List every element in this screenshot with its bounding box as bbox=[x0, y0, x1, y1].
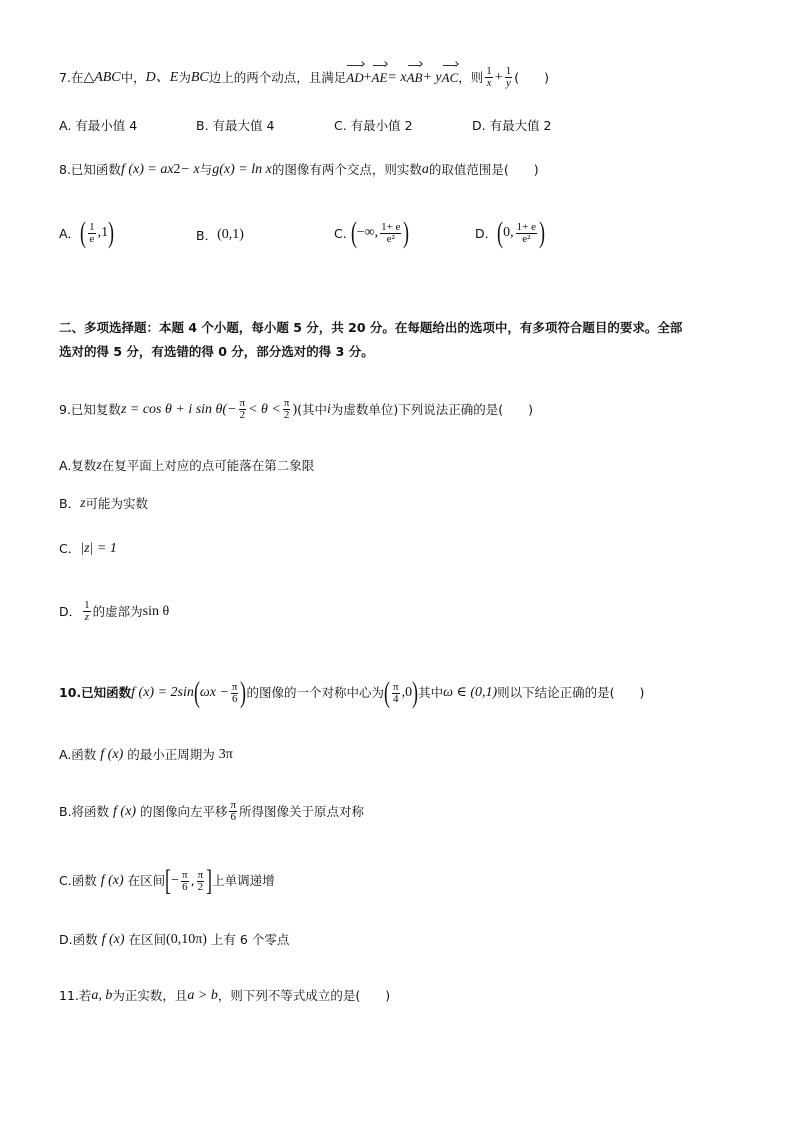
frac-num: π bbox=[231, 680, 238, 693]
option-text: 在复平面上对应的点可能落在第二象限 bbox=[101, 458, 315, 473]
option-label: A． bbox=[59, 226, 81, 241]
q10-text: 其中 bbox=[418, 685, 444, 700]
bracket: [ bbox=[165, 864, 172, 897]
q10-option-b bbox=[59, 800, 364, 823]
q11-text: 为正实数，且 bbox=[112, 988, 188, 1003]
frac bbox=[229, 800, 237, 823]
q7-option-b: B. 有最大值 4 bbox=[196, 118, 275, 133]
sin-expr: sin θ bbox=[142, 603, 170, 619]
question-9-stem bbox=[59, 398, 533, 421]
q7-option-d: D. 有最大值 2 bbox=[472, 118, 552, 133]
question-7-stem bbox=[59, 66, 549, 89]
frac-num: π bbox=[230, 799, 237, 811]
frac-num: π bbox=[393, 680, 399, 693]
paren: ( bbox=[497, 216, 504, 249]
frac-den: y bbox=[505, 77, 511, 89]
q9-text: 为虚数单位)下列说法正确的是( ) bbox=[330, 401, 534, 417]
q11-vars: a, b bbox=[91, 988, 113, 1003]
center-y: ,0 bbox=[401, 685, 413, 700]
q7-text: 7.在 bbox=[59, 69, 84, 85]
q7-option-c: C. 有最小值 2 bbox=[334, 118, 413, 133]
q11-ineq: a > b bbox=[187, 988, 218, 1003]
func-f: f (x) bbox=[113, 803, 136, 819]
option-text: 的虚部为 bbox=[92, 603, 143, 619]
frac bbox=[197, 870, 205, 893]
option-text: 在区间 bbox=[127, 873, 166, 888]
q7-triangle: △ABC bbox=[83, 69, 121, 85]
option-text: A.复数 bbox=[59, 458, 97, 473]
q8-func-f: f (x) = ax bbox=[120, 162, 174, 177]
q7-points: D、E bbox=[145, 69, 179, 85]
option-label: C. bbox=[334, 225, 347, 241]
option-text: 上有 6 个零点 bbox=[210, 932, 290, 947]
paren: ) bbox=[240, 676, 247, 709]
frac bbox=[283, 398, 291, 421]
interval: (0,10π) bbox=[166, 932, 207, 947]
option-text: 所得图像关于原点对称 bbox=[239, 803, 365, 819]
option-text: B.将函数 bbox=[59, 803, 110, 819]
q9-text: 9.已知复数 bbox=[59, 401, 121, 417]
q9-option-b bbox=[59, 494, 148, 514]
option-text: C． bbox=[59, 541, 81, 556]
frac-num: 1 bbox=[84, 599, 90, 611]
frac-num: 1+ e bbox=[381, 220, 401, 233]
frac-num: π bbox=[182, 868, 188, 881]
q7-op: + y bbox=[422, 69, 442, 85]
frac-den: e bbox=[89, 232, 95, 245]
paren: ( bbox=[384, 676, 390, 709]
frac bbox=[380, 222, 401, 245]
q8-text: 的图像有两个交点，则实数 bbox=[271, 162, 422, 177]
q7-op: + bbox=[363, 69, 372, 85]
var-z: z bbox=[96, 458, 102, 473]
q9-option-a bbox=[59, 456, 314, 476]
frac-num: π bbox=[239, 397, 246, 409]
q8-func-g: g(x) = ln x bbox=[212, 162, 272, 177]
q7-op: + bbox=[494, 69, 503, 85]
frac-num: π bbox=[283, 397, 290, 409]
q8-option-d bbox=[475, 218, 545, 248]
option-label: D． bbox=[475, 226, 498, 241]
frac bbox=[83, 600, 91, 623]
interval-start: 0, bbox=[503, 225, 514, 240]
q10-text: 的图像的一个对称中心为 bbox=[246, 685, 384, 700]
func-f: f (x) bbox=[101, 932, 125, 947]
paren: ) bbox=[538, 216, 545, 249]
section-2-heading-line-2: 选对的得 5 分，有选错的得 0 分，部分选对的得 3 分。 bbox=[59, 344, 374, 359]
paren: ) bbox=[292, 401, 298, 417]
q8-text: 的取值范围是( ) bbox=[428, 162, 539, 177]
frac-den: e² bbox=[522, 232, 531, 245]
frac-den: 2 bbox=[283, 409, 290, 421]
question-10-stem bbox=[59, 678, 644, 708]
q10-text: 10.已知函数 bbox=[59, 685, 132, 700]
func-f: f (x) bbox=[100, 873, 124, 888]
q8-option-b bbox=[196, 226, 244, 244]
q8-text: 8.已知函数 bbox=[59, 162, 121, 177]
q9-option-d bbox=[59, 600, 169, 623]
q8-func-f-tail: − x bbox=[180, 162, 200, 177]
interval-start: −∞, bbox=[356, 225, 379, 240]
option-text: C.函数 bbox=[59, 873, 97, 888]
q9-ineq: < θ < bbox=[248, 401, 281, 417]
section-2-heading-line-1: 二、多项选择题：本题 4 个小题，每小题 5 分，共 20 分。在每题给出的选项中，有多项符合题目的要求。全部 bbox=[59, 320, 683, 335]
frac-num: 1 bbox=[89, 220, 95, 233]
q10-option-c: C.函数 f (x) 在区间 [ − $\frac{\pi}{6}$ , $\frac{\pi}{2}$ ] 上单调递增 bbox=[59, 864, 275, 897]
paren: ) bbox=[108, 216, 115, 249]
frac bbox=[392, 682, 400, 705]
option-text: D.函数 bbox=[59, 932, 98, 947]
paren: ( bbox=[80, 216, 87, 249]
frac-den: z bbox=[84, 611, 90, 623]
frac-num: 1 bbox=[486, 65, 492, 77]
q8-exp: 2 bbox=[173, 162, 181, 177]
vector-ab: AB bbox=[407, 68, 423, 88]
option-text: 的图像向左平移 bbox=[139, 803, 228, 819]
frac bbox=[239, 398, 247, 421]
option-text: 在区间 bbox=[128, 932, 167, 947]
q7-segment: BC bbox=[190, 69, 209, 85]
vector-ae: AE bbox=[372, 68, 388, 88]
frac-den: 6 bbox=[231, 692, 238, 705]
q10-func: f (x) = 2sin bbox=[131, 685, 194, 700]
period-value: 3π bbox=[218, 747, 233, 762]
vector-ad: AD bbox=[346, 68, 363, 88]
frac-num: 1 bbox=[505, 65, 512, 77]
question-8-stem bbox=[59, 160, 539, 180]
option-text: D． bbox=[59, 603, 82, 619]
q8-option-a bbox=[59, 218, 114, 248]
q10-option-a bbox=[59, 745, 233, 765]
var-z: z bbox=[80, 496, 86, 511]
option-text: B． bbox=[59, 496, 81, 511]
q7-option-a: A. 有最小值 4 bbox=[59, 118, 138, 133]
q8-text: 与 bbox=[199, 162, 213, 177]
q10-option-d bbox=[59, 930, 289, 950]
option-text: 的最小正周期为 bbox=[127, 747, 215, 762]
frac-den: x bbox=[486, 77, 492, 89]
q9-imag-unit: i bbox=[327, 401, 331, 417]
frac-num: π bbox=[197, 868, 204, 881]
q11-text: 11.若 bbox=[59, 988, 92, 1003]
option-text: 可能为实数 bbox=[85, 496, 149, 511]
q10-text: 则以下结论正确的是( ) bbox=[497, 685, 645, 700]
q7-frac-y bbox=[505, 66, 513, 89]
frac-den: 6 bbox=[230, 811, 237, 823]
interval: (0,1) bbox=[217, 227, 244, 242]
q7-bracket: ( ) bbox=[514, 69, 549, 85]
q11-text: ，则下列不等式成立的是( ) bbox=[217, 988, 391, 1003]
q7-text: 中， bbox=[120, 69, 146, 85]
frac-num: 1+ e bbox=[516, 220, 536, 233]
frac-den: 6 bbox=[182, 880, 188, 893]
q9-option-c bbox=[59, 539, 117, 559]
paren: ) bbox=[412, 676, 419, 709]
paren: ( bbox=[193, 676, 200, 709]
bracket: ] bbox=[206, 864, 213, 897]
frac bbox=[231, 682, 239, 705]
frac-den: 2 bbox=[197, 880, 204, 893]
frac-den: 2 bbox=[239, 409, 246, 421]
paren: ) bbox=[403, 216, 410, 249]
interval-end: ,1 bbox=[97, 225, 109, 240]
q7-frac-x bbox=[485, 66, 493, 89]
frac-den: e² bbox=[386, 232, 395, 245]
frac-den: 4 bbox=[393, 692, 399, 705]
func-f: f (x) bbox=[100, 747, 124, 762]
minus: − bbox=[171, 873, 180, 888]
q8-var-a: a bbox=[421, 162, 429, 177]
question-11-stem bbox=[59, 986, 390, 1006]
q7-text: ，则 bbox=[458, 69, 484, 85]
q7-text: 为 bbox=[178, 69, 191, 85]
q7-text: 边上的两个动点，且满足 bbox=[208, 69, 347, 85]
q10-omega: ω ∈ (0,1) bbox=[443, 685, 498, 700]
modulus-expr: |z| = 1 bbox=[80, 541, 117, 556]
frac bbox=[516, 222, 537, 245]
q9-expr: z = cos θ + i sin θ(− bbox=[120, 401, 237, 417]
paren: ( bbox=[350, 216, 357, 249]
option-text: A.函数 bbox=[59, 747, 97, 762]
q10-arg: ωx − bbox=[199, 685, 229, 700]
option-label: B． bbox=[196, 228, 218, 243]
frac bbox=[181, 870, 189, 893]
q7-op: = x bbox=[387, 69, 407, 85]
frac bbox=[88, 222, 96, 245]
q9-text: (其中 bbox=[297, 401, 328, 417]
option-text: 上单调递增 bbox=[212, 873, 275, 888]
q8-option-c bbox=[334, 218, 409, 248]
vector-ac: AC bbox=[442, 68, 459, 88]
